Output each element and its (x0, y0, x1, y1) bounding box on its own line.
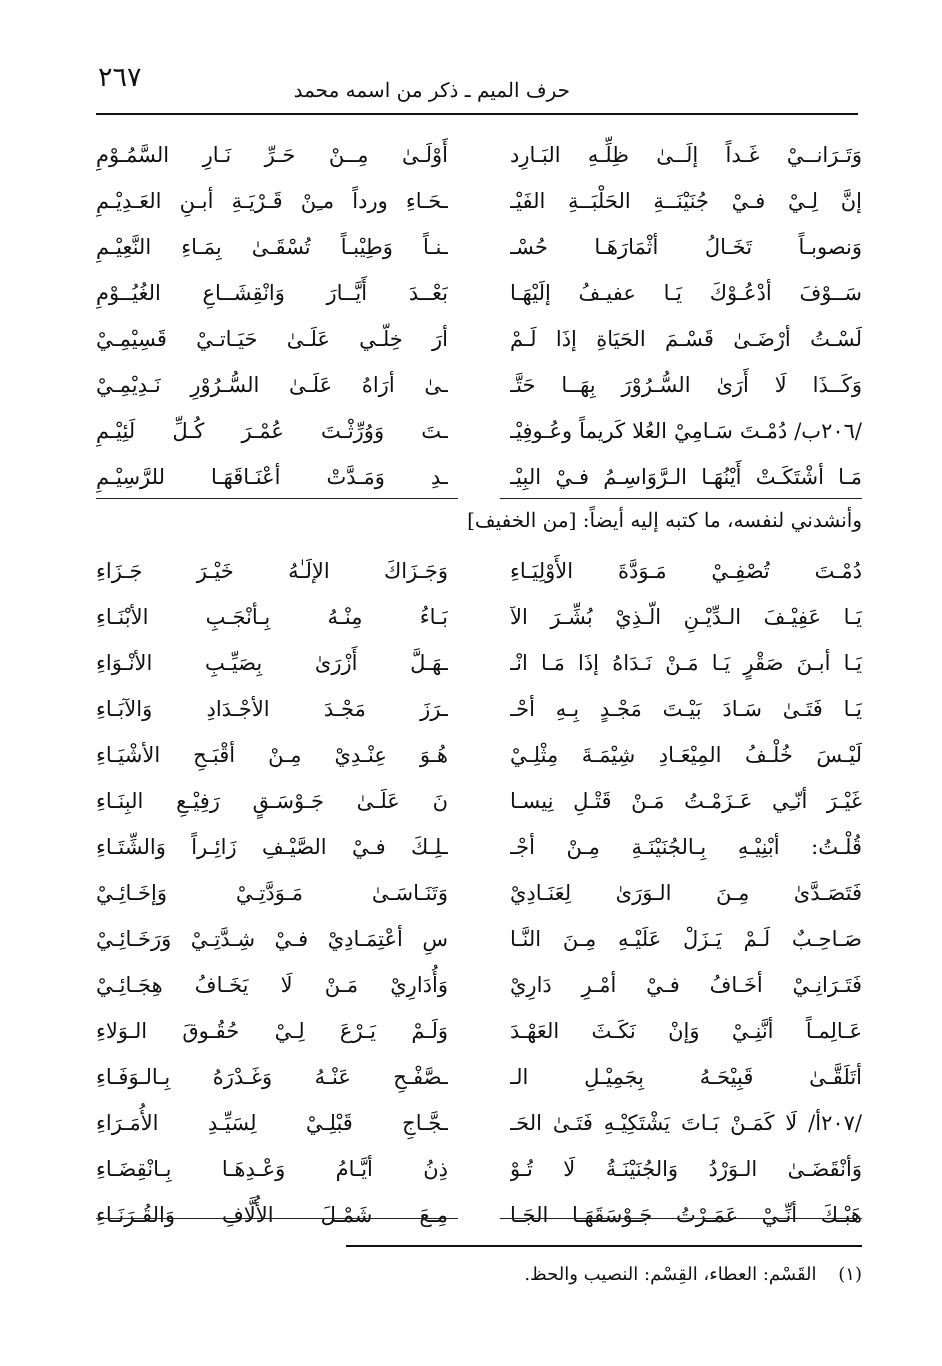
hemistich-left: ـصَّفْـحِ عَنْـهُ وَغَـدْرَهُ بِـالـوَفَـاءِ (96, 1065, 448, 1089)
verse (96, 824, 862, 870)
verse (96, 778, 862, 824)
verse (96, 1054, 862, 1100)
footnote-rule (346, 1245, 862, 1247)
hemistich-right: مَـا أشْتَكَـتْ أَيْنُهَـا الـرَّوَاسِـمُ فـيْ البِيْـ (510, 465, 862, 489)
verse (96, 1008, 862, 1054)
running-header: حرف الميم ـ ذكر من اسمه محمد (293, 78, 570, 102)
verse (96, 408, 862, 454)
hemistich-left: وَأُدَارِيْ مَـنْ لَا يَخَـافُ هِجَـائِـيْ (96, 973, 448, 997)
hemistich-right: يَـا أبـنَ صَقْرٍ يَـا مَـنْ نَـدَاهُ إذَا مَـا انْـ (510, 651, 862, 675)
hemistich-right: صَـاحِـبٌ لَـمْ يَـزَلْ عَلَيْـهِ مِـنَ النَّـا (510, 927, 862, 951)
hemistich-right: /٢٠٦ب/ دُمْـتَ سَـامِيْ العُلا كَريماً وعُـوفِيْـ (510, 419, 862, 443)
footnote-text: القَسْم: العطاء، القِسْم: النصيب والحظ. (524, 1264, 817, 1285)
verse (96, 178, 862, 224)
hemistich-right: لَيْـسَ خُلْـفُ المِيْعَـادِ شِيْمَـةَ مِثْلِـيْ (510, 743, 862, 767)
hemistich-left: ـحَـاءِ ورداً مـِنْ قَـرْيَـةِ أبـنِ العَـدِيْـمِ (96, 189, 448, 213)
hemistich-left: مِـعَ شَمْـلَ الأُلَّافِ وَالقُـرَنَـاءِ (96, 1203, 448, 1227)
hemistich-right: فَتَـرَانِـيْ أخَـافُ فـيْ أمْـرِ دَارِيْ (510, 973, 862, 997)
hemistich-right: يَـا فَتَـىٰ سَـادَ بَيْـتَ مَجْـدٍ بِـهِ أحْـ (510, 697, 862, 721)
hemistich-left: ـىٰ أرَاهُ عَلَـىٰ السُّـرُوْرِ نَـدِيْمِـيْ (96, 373, 448, 397)
verse (96, 316, 862, 362)
meter-label: [من الخفيف] (467, 508, 577, 532)
hemistich-right: قُلْـتُ: أبْنِيْـهِ بِـالجُنَيْنَـةِ مِـنْ أجْـ (510, 835, 862, 859)
hemistich-right: وَأنْقَضَـىٰ الـوَرْدُ وَالجُنَيْنَـةُ لَا تُـوْ (510, 1157, 862, 1181)
hemistich-left: ـتَ وَوُرِّثْـتَ عُمْـرَ كُـلِّ لَئِيْـمِ (96, 419, 448, 443)
hemistich-right: وَنصوبـاً تَخَـالُ أثْمَارَهَـا حُسْـ (510, 235, 862, 259)
hemistich-right: دُمْـتَ تُصْفِـيْ مَـوَدَّةَ الأَوْلِيَـاءِ (510, 559, 862, 583)
verse (96, 362, 862, 408)
hemistich-left: هُـوَ عِنْـدِيْ مِـنْ أقْبَـحِ الأشْيَـاءِ (96, 743, 448, 767)
hemistich-right: فَتَصَـدَّىٰ مِـنَ الـوَرَىٰ لِعَنَـادِيْ (510, 881, 862, 905)
hemistich-left: أرَ خِلّـي عَلَـىٰ حَيَـاتـيْ قَسِيْمِـيْ (96, 327, 448, 351)
hemistich-left: ذِنُ أيَّـامُ وَعْـدِهَـا بِـانْقِضَـاءِ (96, 1157, 448, 1181)
hemistich-left: ـرَزَ مَجْـدَ الأجْـدَادِ وَالآبَـاءِ (96, 697, 448, 721)
stanza-divider (96, 1218, 458, 1219)
hemistich-right: يَـا عَفِيْـفَ الـدِّيْـنِ الّـذِيْ بُشِّـرَ الآ (510, 605, 862, 629)
hemistich-right: أتَلَقَّـىٰ قَبِيْحَـهُ بِجَمِيْـلِ الـ (510, 1065, 862, 1089)
verse (96, 870, 862, 916)
hemistich-right: وَكَــذَا لَا أَرَىٰ السُّـرُوْرَ بِهَــا حَتَّـ (510, 373, 862, 397)
verse (96, 1192, 862, 1238)
hemistich-left: ـنـاً وَطِيْبـاً تُسْقَـىٰ بِمَـاءِ النَّعِيْـمِ (96, 235, 448, 259)
hemistich-left: سِ أعْتِمَـادِيْ فـيْ شِـدَّتِـيْ وَرَخَـائِـيْ (96, 927, 448, 951)
verse (96, 1100, 862, 1146)
hemistich-right: إنَّ لِـيْ فـيْ جُنَيْنَــةِ الحَلْبَــةِ الفَيْـ (510, 189, 862, 213)
hemistich-left: نَ عَلَـىٰ جَـوْسَـقٍ رَفِيْـعِ البِنَـاءِ (96, 789, 448, 813)
hemistich-right: لَسْـتُ أرْضَـىٰ قَسْـمَ الحَيَاةِ إذَا لَـمْ (510, 327, 862, 351)
hemistich-left: ـدِ وَمَـدَّتْ أعْنَـاقَهَـا للرَّسِيْـمِ (96, 465, 448, 489)
footnote (524, 1264, 862, 1285)
poem-2 (96, 548, 862, 1238)
page-number: ٢٦٧ (98, 62, 142, 93)
hemistich-right: هَبْـكَ أنِّـيْ عَمَـرْتُ جَـوْسَقَهَـا الجَـا (510, 1203, 862, 1227)
verse (96, 916, 862, 962)
verse (96, 732, 862, 778)
verse (96, 962, 862, 1008)
hemistich-right: عَـالِمـاً أنَّنِـيْ وَإنْ نَكَـثَ العَهْـدَ (510, 1019, 862, 1043)
hemistich-left: بَـاءُ مِنْـهُ بِـأنْجَـبِ الأبْنَـاءِ (96, 605, 448, 629)
hemistich-right: غَيْـرَ أنّـِي عَـزَمْـتُ مَـنْ قَتْـلِ نِيسـا (510, 789, 862, 813)
verse (96, 132, 862, 178)
verse (96, 270, 862, 316)
hemistich-left: وَتَنَـاسَـىٰ مَـوَدَّتِـيْ وَإخَـائِـيْ (96, 881, 448, 905)
header-rule (96, 113, 858, 115)
verse (96, 1146, 862, 1192)
introduction-text: وأنشدني لنفسه، ما كتبه إليه أيضاً: (582, 508, 862, 532)
hemistich-right: /٢٠٧أ/ لَا كَمَـنْ بَـاتَ يَشْتَكِيْـهِ فَتَـىٰ الحَـ (510, 1111, 862, 1135)
hemistich-left: وَجَـزَاكَ الإلَـٰهُ خَيْـرَ جَـزَاءِ (96, 559, 448, 583)
hemistich-left: ـجَّـاجِ قَبْلِـيْ لِسَيِّـدِ الأُمَـرَاءِ (96, 1111, 448, 1135)
hemistich-left: ـلِـكَ فـيْ الصَّيْـفِ زَائِـراً وَالشِّتَـاءِ (96, 835, 448, 859)
hemistich-left: بَعْــدَ أَيَّــارَ وَانْقِشَــاعِ الغُيُــوْمِ (96, 281, 448, 305)
poem-1 (96, 132, 862, 500)
verse (96, 594, 862, 640)
stanza-divider (96, 498, 458, 499)
footnote-marker: (١) (838, 1264, 862, 1285)
hemistich-left: أَوْلَـىٰ مِــنْ حَـرِّ نَـارِ السَّمُـوْمِ (96, 143, 448, 167)
stanza-divider (500, 1218, 862, 1219)
verse (96, 640, 862, 686)
verse (96, 686, 862, 732)
hemistich-right: وَتَـرَانــيْ غَـداً إلَــىٰ ظِلِّـهِ البَـارِد (510, 143, 862, 167)
stanza-divider (500, 498, 862, 499)
hemistich-left: ـهَـلَّ أَزْرَىٰ بِصَيِّـبِ الأنْـوَاءِ (96, 651, 448, 675)
hemistich-left: وَلَـمْ يَـرْعَ لِـيْ حُقُـوقَ الـوَلاءِ (96, 1019, 448, 1043)
poem-introduction (467, 508, 862, 532)
hemistich-right: سَــوْفَ أدْعُـوْكَ يَـا عفيـفُ إلَيْهَـا (510, 281, 862, 305)
verse (96, 548, 862, 594)
verse (96, 224, 862, 270)
verse (96, 454, 862, 500)
